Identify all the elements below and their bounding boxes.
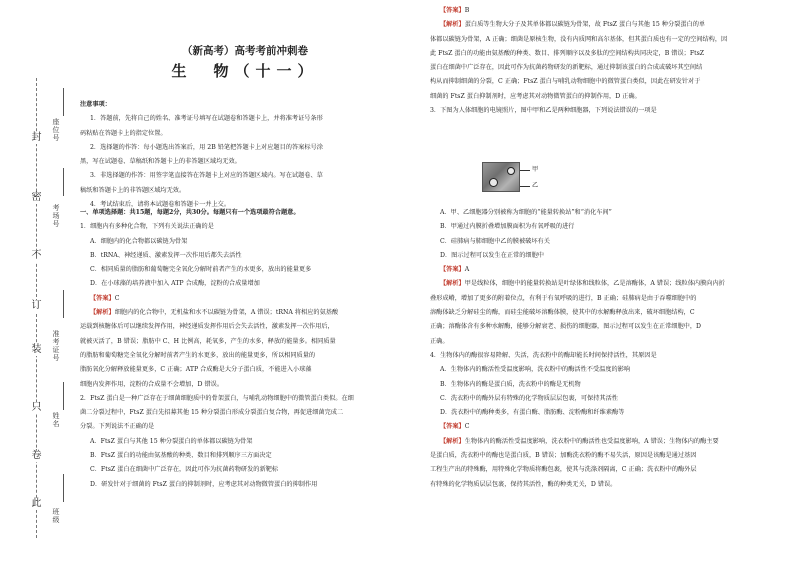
analysis-line: 细菌的 FtsZ 蛋白抑制剂时，应考虑其对动物微管蛋白的抑制作用，D 正确。 (430, 92, 641, 100)
admission-number-field[interactable] (63, 290, 64, 318)
option-d: D．研发针对于细菌的 FtsZ 蛋白的抑制剂时，应考虑其对动物微管蛋白的抑制作用 (90, 480, 318, 488)
analysis-tag: 【解析】 (440, 280, 465, 288)
option-a: A．细胞内的化合物都以碳链为骨架 (90, 237, 188, 245)
analysis-line: 正确；溶酶体含有多种水解酶，能够分解衰老、损伤的细胞器，图示过程可以发生在正常细胞中，D (430, 323, 702, 331)
q3-options (430, 206, 768, 492)
analysis-tag: 【解析】 (440, 437, 465, 445)
q2-solution (430, 4, 768, 118)
analysis-line: 是蛋白质，洗衣粉中的酶也是蛋白质，B 错误；加酶洗衣粉的酶不易失活，原因是该酶是通过基因 (430, 452, 697, 460)
seat-number-label: 座位号 (52, 118, 60, 142)
option-c: C．FtsZ 蛋白在细菌中广泛存在，因此可作为抗菌药物研发的新靶标 (90, 466, 279, 474)
subject-title: 生 物（十一） (171, 62, 319, 80)
seal-word: 卷 (31, 450, 42, 461)
answer-value: B (464, 7, 470, 14)
analysis-line (430, 18, 768, 32)
answer-tag: 【答案】 (90, 294, 115, 302)
analysis-line: 脂肪氧化分解释放能量更多，C 正确；ATP 合成酶是大分子蛋白质，不能进入小球藻 (80, 366, 312, 374)
name-field[interactable] (63, 382, 64, 410)
question-stem: 2．FtsZ 蛋白是一种广泛存在于细菌细胞质中的骨架蛋白，与哺乳动物细胞中的微管蛋白类似。在细 (80, 394, 354, 402)
answer-tag: 【答案】 (440, 7, 465, 14)
analysis-line: 有特殊的化学物质层层包裹，保持其活性，酶的种类无关，D 错误。 (430, 480, 617, 488)
name-label: 姓名 (52, 412, 60, 428)
question-stem: 3．下图为人体细胞的电镜照片，图中甲和乙是两种细胞器，下列说法错误的一项是 (430, 107, 657, 115)
analysis-line (430, 277, 768, 291)
analysis-line: 叠形成嵴，增加了更多的附着位点，有利于有氧呼吸的进行，B 正确；硅肺病是由于吞噬细胞中的 (430, 294, 697, 302)
label-jia: 甲 (532, 166, 539, 173)
question-stem: 分裂。下列说法不正确的是 (80, 423, 155, 431)
seal-word: 只 (31, 402, 42, 413)
note-line: 2．选择题的作答：每小题选出答案后，用 2B 铅笔把答题卡上对应题目的答案标号涂 (90, 143, 323, 151)
answer-value: C (114, 294, 120, 302)
notes-section (80, 98, 410, 212)
option-a: A．甲、乙细胞器分别被称为细胞的“能量转换站”和“消化车间” (440, 209, 612, 216)
option-c: C．硅肺病与肺细胞中乙的膜被破坏有关 (440, 237, 550, 245)
question-stem: 1．细胞内有多种化合物，下列有关说法正确的是 (80, 223, 214, 231)
option-b: B．甲通过内膜折叠增加膜面积为有氧呼吸的进行 (440, 223, 575, 231)
analysis-line: 蛋白在细菌中广泛存在，因此可作为抗菌药物研发的新靶标，通过抑制该蛋白的合成或破坏其空间结 (430, 64, 703, 72)
seat-number-field[interactable] (63, 88, 64, 116)
seal-word: 订 (31, 300, 42, 311)
option-a: A．生物体内的酶活性受温度影响，洗衣粉中的酶活性不受温度的影响 (440, 366, 631, 374)
class-field[interactable] (63, 474, 64, 502)
analysis-line: 工程生产出的特殊酶，用特殊化学物质将酶包裹，使其与洗涤剂隔离，C 正确；洗衣粉中的酶外层 (430, 466, 697, 474)
option-b: B．生物体内的酶是蛋白质，洗衣粉中的酶是无机物 (440, 380, 581, 388)
seal-word: 此 (31, 498, 42, 509)
analysis-line: 的脂肪和葡萄糖完全氧化分解时前者产生的水更多，放出的能量更多，所以相同质量的 (80, 351, 316, 359)
option-d: D．图示过程可以发生在正常的细胞中 (440, 251, 544, 259)
section-one (80, 206, 410, 492)
answer-line (430, 4, 768, 18)
option-c: C．相同质量的脂肪和葡萄糖完全氧化分解时前者产生的水更多，放出的能量更多 (90, 266, 312, 274)
admission-number-label: 准考证号 (52, 330, 60, 362)
note-line: 1．答题前，先将自己的姓名、准考证号填写在试题卷和答题卡上，并将准考证号条形 (90, 115, 323, 123)
label-pointer (520, 170, 530, 171)
answer-value: A (464, 266, 470, 274)
label-yi: 乙 (532, 182, 539, 189)
option-d: D．洗衣粉中的酶种类多，有蛋白酶、脂肪酶、淀粉酶和纤维素酶等 (440, 409, 625, 417)
binding-strip (0, 0, 66, 562)
analysis-text: 细胞内的化合物中，无机盐和水不以碳链为骨架，A 错误；tRNA 将相应的氨基酸 (114, 309, 339, 317)
note-line: 4．考试结束后，请将本试题卷和答题卡一并上交。 (90, 201, 231, 209)
answer-tag: 【答案】 (440, 266, 465, 274)
option-b: B．FtsZ 蛋白的功能由氨基酸的种类、数目和排列顺序三方面决定 (90, 452, 272, 460)
organelle-jia (507, 167, 515, 175)
seal-word: 不 (31, 250, 42, 261)
answer-line (430, 420, 768, 434)
note-line: 3．非选择题的作答：用签字笔直接答在答题卡上对应的答题区域内。写在试题卷、草 (90, 172, 323, 180)
organelle-yi (489, 178, 498, 187)
question-stem: 菌二分裂过程中，FtsZ 蛋白先招募其他 15 种分裂蛋白形成分裂蛋白复合物，再促进细菌完成二 (80, 409, 344, 417)
note-line: 稿纸和答题卡上的非答题区域均无效。 (80, 186, 186, 194)
note-line: 码粘贴在答题卡上的指定位置。 (80, 129, 167, 137)
seal-word: 密 (31, 192, 42, 203)
question-stem: 4．生物体内的酶很容易降解、失活，洗衣粉中的酶却能长时间保持活性，其原因是 (430, 351, 657, 359)
class-label: 班级 (52, 508, 60, 524)
option-a: A．FtsZ 蛋白与其他 15 种分裂蛋白的单体都以碳链为骨架 (90, 437, 253, 445)
analysis-line (430, 435, 768, 449)
analysis-text: 甲是线粒体，细胞中的能量转换站是叶绿体和线粒体，乙是溶酶体，A 错误；线粒体内膜向内折 (464, 280, 725, 288)
electron-micrograph (482, 162, 520, 192)
analysis-line: 运载到核糖体后可以继续发挥作用，神经递质发挥作用后会失去活性，激素发挥一次作用后， (80, 323, 334, 331)
answer-value: C (464, 423, 470, 431)
analysis-line: 构从而抑制细菌的分裂，C 正确；FtsZ 蛋白与哺乳动物细胞中的微管蛋白类似，因此在研发针对于 (430, 78, 701, 86)
notes-title: 注意事项： (80, 101, 111, 108)
analysis-tag: 【解析】 (440, 21, 465, 29)
analysis-text: 蛋白质等生物大分子及其单体都以碳链为骨架，故 FtsZ 蛋白与其他 15 种分裂蛋白的单 (464, 21, 706, 29)
option-b: B．tRNA、神经递质、激素发挥一次作用后都失去活性 (90, 251, 242, 259)
seal-word: 封 (31, 132, 42, 143)
analysis-tag: 【解析】 (90, 309, 115, 317)
exam-title: （新高考）高考考前冲刺卷 (182, 45, 308, 57)
section-title: 一、单项选择题：共15题，每题2分，共30分。每题只有一个选项最符合题意。 (80, 209, 300, 216)
exam-room-field[interactable] (63, 168, 64, 196)
label-pointer (520, 186, 530, 187)
note-line: 黑，写在试题卷、草稿纸和答题卡上的非答题区域均无效。 (80, 158, 241, 166)
exam-room-label: 考场号 (52, 204, 60, 228)
analysis-line: 体都以碳链为骨架，A 正确；细菌是原核生物，没有内质网和高尔基体，但其蛋白质也有一定的空间结构，因 (430, 35, 728, 43)
seal-word: 装 (31, 344, 42, 355)
analysis-line: 就被灭活了，B 错误；脂肪中 C、H 比例高，耗氧多，产生的水多，释放的能量多。相同质量 (80, 337, 336, 345)
answer-line (80, 292, 410, 306)
analysis-line: 此 FtsZ 蛋白的功能由氨基酸的种类、数目、排列顺序以及多肽的空间结构共同决定，B 错误；FtsZ (430, 49, 705, 57)
option-c: C．洗衣粉中的酶外层有特殊的化学物质层层包裹，可保持其活性 (440, 394, 618, 402)
answer-tag: 【答案】 (440, 423, 465, 431)
analysis-line: 细胞内发挥作用，淀粉的合成量不会增加，D 错误。 (80, 380, 224, 388)
analysis-line: 正确。 (430, 337, 449, 345)
analysis-line: 溶酶体缺乏分解硅尘的酶，而硅尘能破坏溶酶体膜，使其中的水解酶释放出来，破坏细胞结构，C (430, 309, 695, 317)
option-d: D．在小球藻的培养液中加入 ATP 合成酶，淀粉的合成量增加 (90, 280, 260, 288)
analysis-text: 生物体内的酶活性受温度影响，洗衣粉中的酶活性也受温度影响，A 错误；生物体内的酶主要 (464, 437, 719, 445)
analysis-line (80, 306, 410, 320)
answer-line (430, 263, 768, 277)
